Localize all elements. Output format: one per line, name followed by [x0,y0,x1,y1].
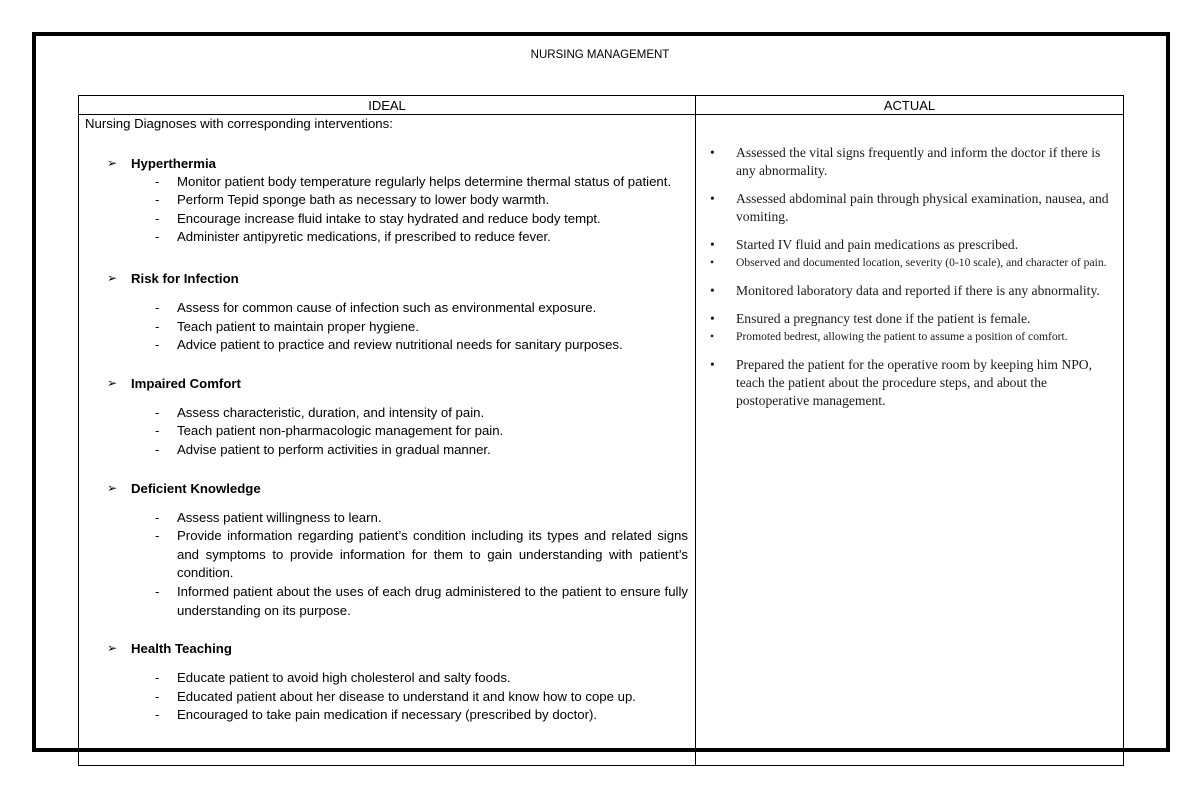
intervention-item: - Educated patient about her disease to understand it and know how to cope up. [155,688,636,704]
intervention-item: - Encouraged to take pain medication if necessary (prescribed by doctor). [155,707,598,723]
diagnosis-heading [85,374,688,393]
intervention-list [85,173,688,247]
intervention-item: - Informed patient about the uses of each drug administered to the patient to ensure fully understanding on its purpose. [155,583,688,618]
actual-item: • Observed and documented location, severity (0-10 scale), and character of pain. [710,254,1114,272]
intervention-item: - Administer antipyretic medications, if prescribed to reduce fever. [155,229,551,245]
intervention-list [85,299,688,355]
actual-column [710,144,1114,410]
intervention-list [85,404,688,460]
actual-item: • Monitored laboratory data and reported if there is any abnormality. [710,283,1100,298]
actual-item: • Assessed the vital signs frequently and inform the doctor if there is any abnormality. [710,145,1101,178]
bullet-icon: • [710,311,715,326]
diagnosis-title: Risk for Infection [131,270,239,286]
arrow-bullet-icon: ➢ [107,480,118,495]
ideal-column-header: IDEAL [368,98,406,113]
bullet-icon: • [710,256,715,269]
diagnosis-heading [85,639,688,658]
intervention-item: - Educate patient to avoid high cholesterol and salty foods. [155,670,511,686]
diagnosis-section [85,639,688,725]
intervention-item: - Perform Tepid sponge bath as necessary to lower body warmth. [155,192,550,208]
diagnosis-section [85,154,688,247]
actual-item: • Prepared the patient for the operative room by keeping him NPO, teach the patient about the procedure steps, and about the postoperative management. [710,357,1092,408]
bullet-icon: • [710,357,715,372]
arrow-bullet-icon: ➢ [107,270,118,285]
arrow-bullet-icon: ➢ [107,375,118,390]
actual-item: • Started IV fluid and pain medications as prescribed. [710,237,1019,252]
diagnosis-heading [85,269,688,288]
intervention-item: - Assess for common cause of infection such as environmental exposure. [155,299,597,315]
intervention-item: - Teach patient to maintain proper hygiene. [155,318,419,334]
actual-item: • Promoted bedrest, allowing the patient to assume a position of comfort. [710,328,1114,346]
bullet-icon: • [710,145,715,160]
intervention-list [85,509,688,621]
intervention-list [85,669,688,725]
actual-item: • Ensured a pregnancy test done if the patient is female. [710,311,1031,326]
bullet-icon: • [710,237,715,252]
diagnosis-title: Health Teaching [131,641,232,657]
intervention-item: - Encourage increase fluid intake to stay hydrated and reduce body tempt. [155,210,601,226]
diagnosis-title: Deficient Knowledge [131,480,261,496]
arrow-bullet-icon: ➢ [107,641,118,656]
diagnosis-section [85,374,688,460]
intervention-item: - Advice patient to practice and review nutritional needs for sanitary purposes. [155,337,623,353]
intervention-item: - Assess characteristic, duration, and intensity of pain. [155,404,485,420]
ideal-column [85,115,688,725]
intervention-item: - Monitor patient body temperature regularly helps determine thermal status of patient. [155,173,672,189]
ideal-intro: Nursing Diagnoses with corresponding interventions: [85,116,393,131]
diagnosis-heading [85,154,688,173]
diagnosis-heading [85,479,688,498]
diagnosis-section [85,269,688,355]
diagnosis-title: Hyperthermia [131,155,217,171]
column-divider [695,96,696,765]
diagnosis-section [85,479,688,621]
intervention-item: - Advise patient to perform activities in gradual manner. [155,441,491,457]
arrow-bullet-icon: ➢ [107,155,118,170]
actual-column-header: ACTUAL [883,98,936,113]
intervention-item: - Assess patient willingness to learn. [155,509,382,525]
intervention-item: - Provide information regarding patient’s condition including its types and related signs and symptoms to provide information for them to gain understanding with patient’s condition. [155,528,688,581]
actual-item: • Assessed abdominal pain through physical examination, nausea, and vomiting. [710,191,1109,224]
bullet-icon: • [710,191,715,206]
intervention-item: - Teach patient non-pharmacologic management for pain. [155,423,504,439]
document-title: NURSING MANAGEMENT [530,49,670,61]
bullet-icon: • [710,330,715,343]
diagnosis-title: Impaired Comfort [131,375,241,391]
bullet-icon: • [710,283,715,298]
